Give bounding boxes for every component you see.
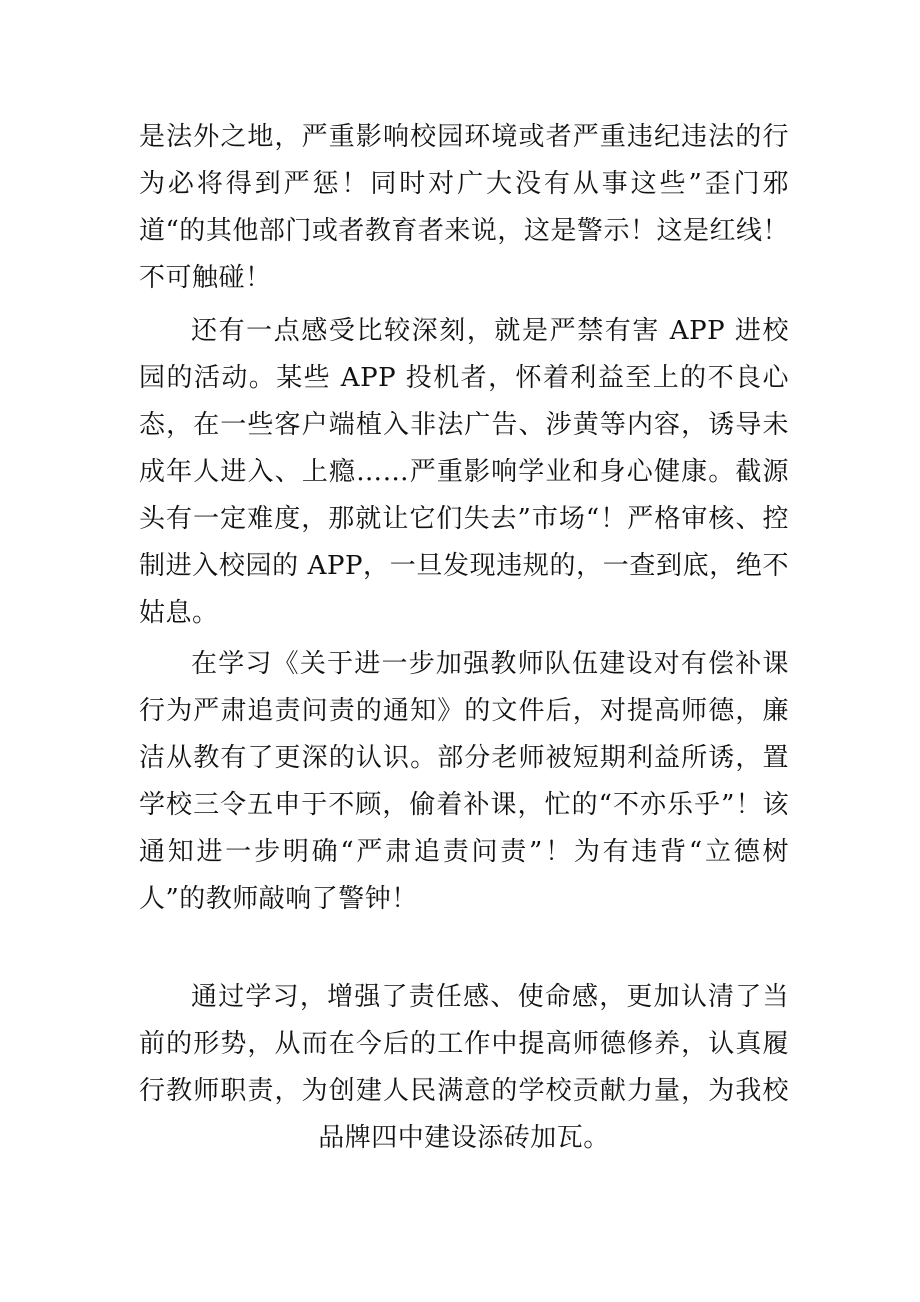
paragraph-conclusion: 通过学习，增强了责任感、使命感，更加认清了当前的形势，从而在今后的工作中提高师德修养，认真履行教师职责，为创建人民满意的学校贡献力量，为我校品牌四中建设添砖加瓦。: [139, 982, 789, 1153]
paragraph-app-campus: 还有一点感受比较深刻，就是严禁有害 APP 进校园的活动。某些 APP 投机者，怀着利益至上的不良心态，在一些客户端植入非法广告、涉黄等内容，诱导未成年人进入、上瘾……严重影响学业和身心健康。截源头有一定难度，那就让它们失去”市场“！严格审核、控制进入校园的 APP，一旦发现违规的，一查到底，绝不姑息。: [139, 316, 789, 628]
paragraph-continuation: 是法外之地，严重影响校园环境或者严重违纪违法的行为必将得到严惩！同时对广大没有从事这些”歪门邪道“的其他部门或者教育者来说，这是警示！这是红线！不可触碰！: [139, 122, 789, 293]
paragraph-paid-tutoring: 在学习《关于进一步加强教师队伍建设对有偿补课行为严肃追责问责的通知》的文件后，对提高师德，廉洁从教有了更深的认识。部分老师被短期利益所诱，置学校三令五申于不顾，偷着补课，忙的“不亦乐乎”！该通知进一步明确“严肃追责问责”！为有违背“立德树人”的教师敲响了警钟！: [139, 649, 789, 914]
